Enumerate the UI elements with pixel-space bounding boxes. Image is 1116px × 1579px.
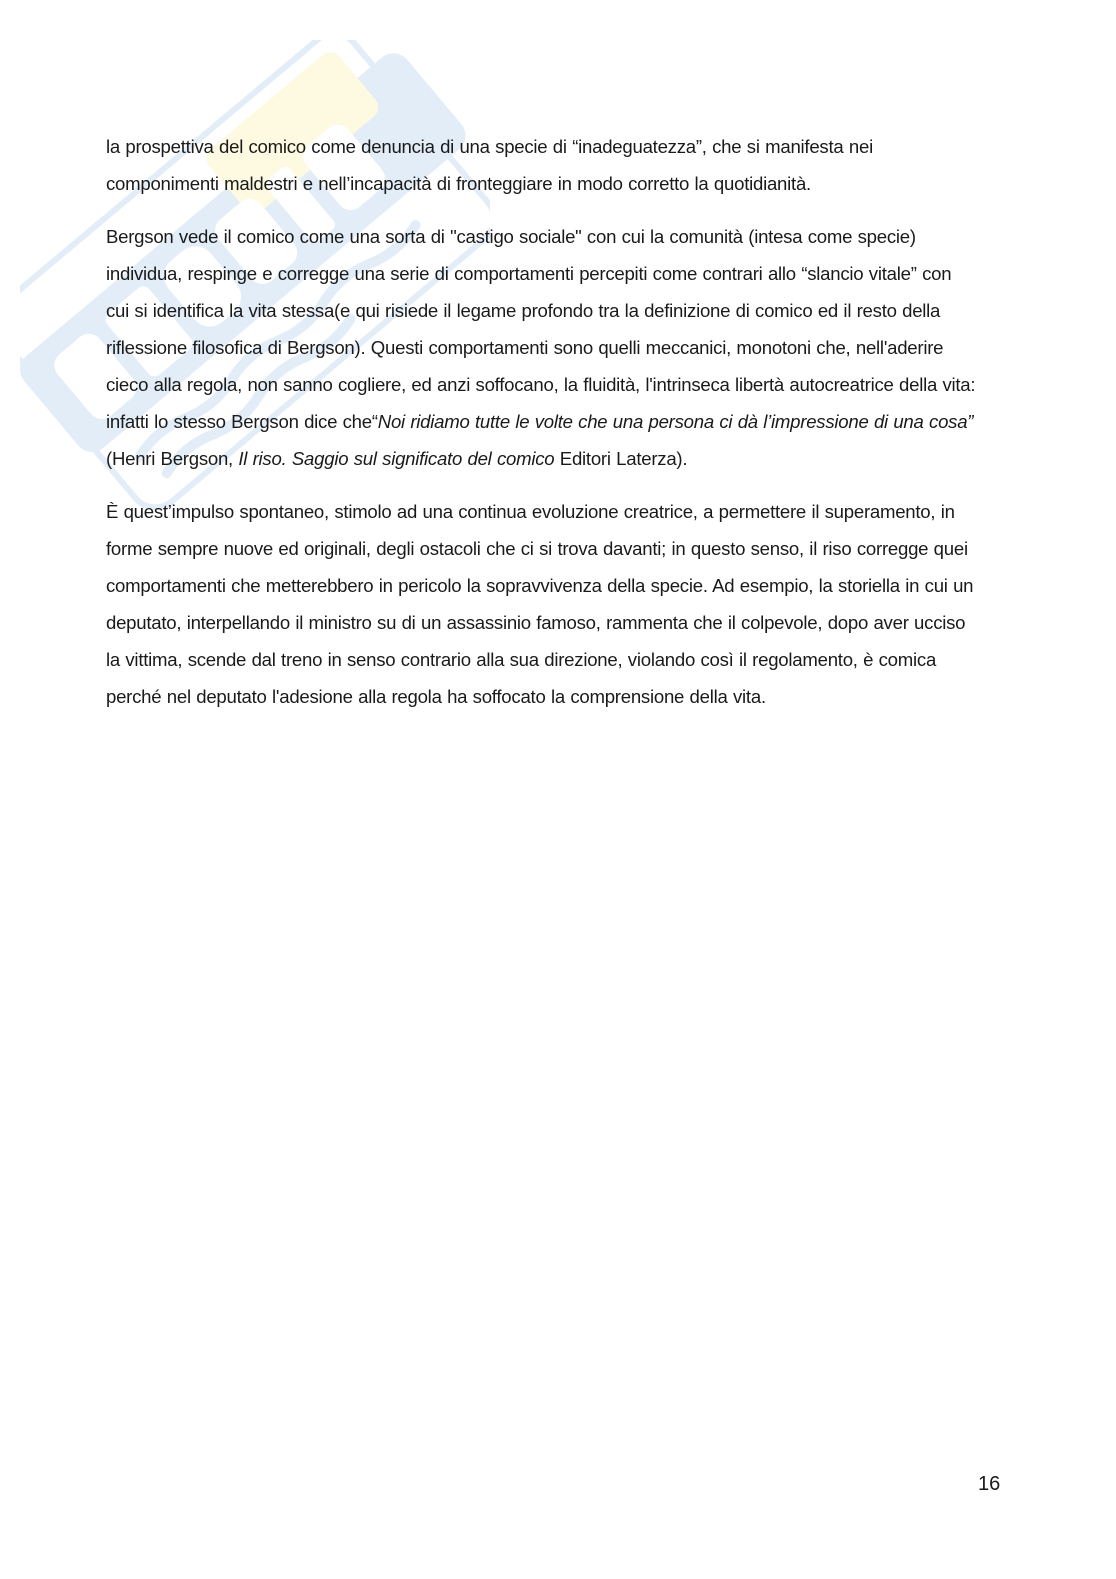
paragraph-1-text: la prospettiva del comico come denuncia di una specie di “inadeguatezza”, che si manifesta nei componimenti maldestri e nell’incapacità di fronteggiare in modo corretto la quotidianità. — [106, 136, 873, 194]
bergson-quote: Noi ridiamo tutte le volte che una persona ci dà l’impressione di una cosa” — [377, 411, 974, 432]
paragraph-2-text-b: (Henri Bergson, — [106, 448, 239, 469]
paragraph-3-text: È quest’impulso spontaneo, stimolo ad una continua evoluzione creatrice, a permettere il superamento, in forme sempre nuove ed originali, degli ostacoli che ci si trova davanti; in questo senso, il riso corregge quei comportamenti che metterebbero in pericolo la sopravvivenza della specie. Ad esempio, la storiella in cui un deputato, interpellando il ministro su di un assassinio famoso, rammenta che il colpevole, dopo aver ucciso la vittima, scende dal treno in senso contrario alla sua direzione, violando così il regolamento, è comica perché nel deputato l'adesione alla regola ha soffocato la comprensione della vita. — [106, 501, 974, 707]
paragraph-1 — [106, 128, 976, 202]
page-number: 16 — [978, 1473, 1001, 1495]
document-body — [106, 128, 976, 731]
paragraph-2 — [106, 218, 976, 477]
paragraph-3 — [106, 493, 976, 715]
paragraph-2-text-c: Editori Laterza). — [554, 448, 688, 469]
paragraph-2-text-a: Bergson vede il comico come una sorta di "castigo sociale" con cui la comunità (intesa come specie) individua, respinge e corregge una serie di comportamenti percepiti come contrari allo “slancio vitale” con cui si identifica la vita stessa(e qui risiede il legame profondo tra la definizione di comico ed il resto della riflessione filosofica di Bergson). Questi comportamenti sono quelli meccanici, monotoni che, nell'aderire cieco alla regola, non sanno cogliere, ed anzi soffocano, la fluidità, l'intrinseca libertà autocreatrice della vita: infatti lo stesso Bergson dice che“ — [106, 226, 976, 432]
book-title: Il riso. Saggio sul significato del comico — [238, 448, 555, 469]
